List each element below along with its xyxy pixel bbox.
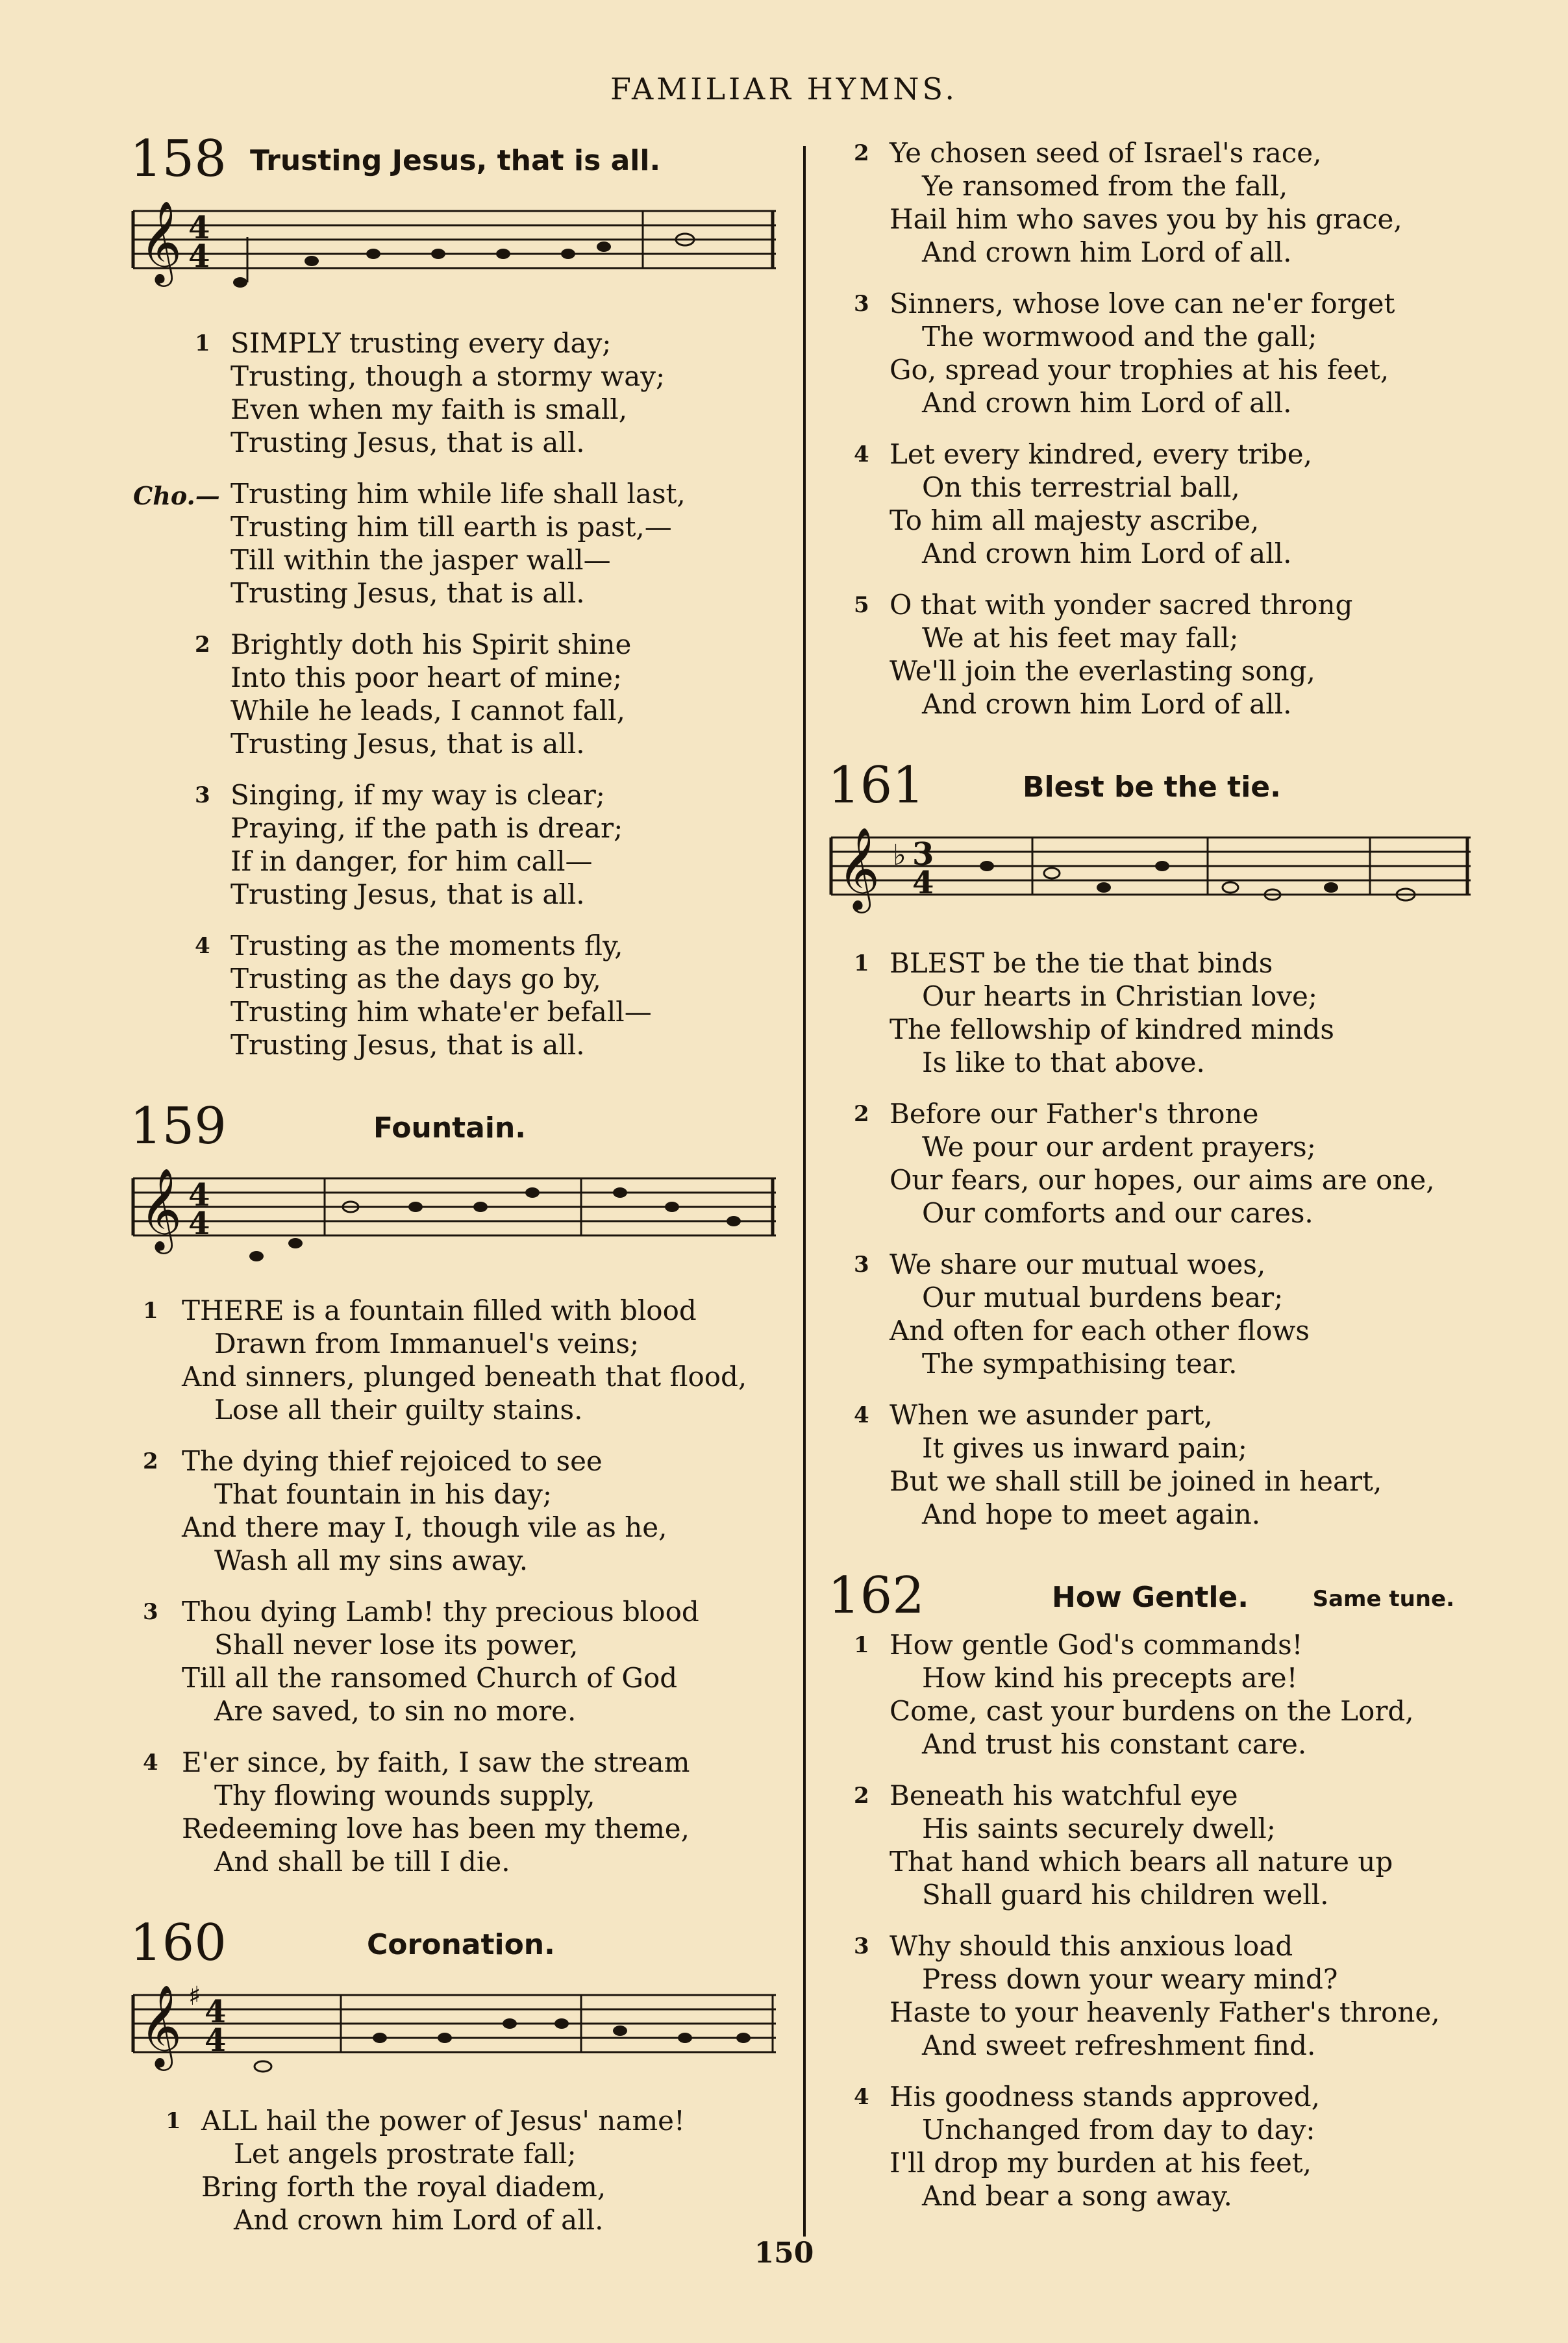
verse-line: Our fears, our hopes, our aims are one, [890, 1164, 1435, 1196]
verse-line: And trust his constant care. [922, 1728, 1307, 1760]
verse-line: And crown him Lord of all. [922, 236, 1292, 268]
verse-line: The sympathising tear. [922, 1348, 1238, 1380]
verse-number: 1 [166, 2108, 181, 2134]
verse-line: Hail him who saves you by his grace, [890, 203, 1402, 235]
verse-number: 4 [854, 1402, 869, 1428]
verse-line: But we shall still be joined in heart, [890, 1465, 1382, 1497]
hymn-header [825, 1567, 1474, 1628]
svg-text:𝄞: 𝄞 [140, 200, 182, 283]
verse-line: How gentle God's commands! [890, 1629, 1303, 1661]
music-staff [127, 1159, 782, 1276]
hymn-158 [127, 130, 782, 1061]
verse-line: Till all the ransomed Church of God [182, 1662, 678, 1694]
hymn-header [825, 756, 1474, 818]
svg-text:4: 4 [188, 210, 210, 246]
verse-line: Into this poor heart of mine; [230, 662, 623, 693]
hymn-number: 158 [130, 130, 227, 188]
verse-line: Ye chosen seed of Israel's race, [890, 137, 1322, 169]
page-number: 150 [754, 2237, 814, 2270]
verse-line: His saints securely dwell; [922, 1813, 1276, 1844]
verse-number: 4 [854, 2084, 869, 2110]
verse-line: Singing, if my way is clear; [230, 779, 605, 811]
hymn-title: Trusting Jesus, that is all. [250, 144, 661, 177]
verse-line: Press down your weary mind? [922, 1963, 1338, 1995]
verse-line: Wash all my sins away. [214, 1544, 529, 1576]
hymn-number: 160 [130, 1914, 227, 1972]
verse-line: Till within the jasper wall— [230, 544, 611, 576]
verse-line: ALL hail the power of Jesus' name! [201, 2105, 685, 2137]
verse [825, 1097, 1474, 1230]
verse-line: And bear a song away. [922, 2180, 1232, 2212]
verse-number: 2 [854, 1101, 869, 1127]
verse-line: And shall be till I die. [214, 1846, 510, 1878]
hymn-title: Blest be the tie. [1023, 771, 1281, 804]
verse [127, 1746, 782, 1878]
verse-line: And crown him Lord of all. [922, 538, 1292, 569]
hymn-number: 159 [130, 1097, 227, 1156]
verse-line: Let every kindred, every tribe, [890, 438, 1312, 470]
verse-line: On this terrestrial ball, [922, 471, 1240, 503]
verse-line: Bring forth the royal diadem, [201, 2171, 606, 2203]
hymn-161 [825, 756, 1474, 1531]
verse [127, 1294, 782, 1426]
verse-line: Drawn from Immanuel's veins; [214, 1328, 640, 1359]
verse-line: Trusting Jesus, that is all. [230, 1029, 585, 1061]
verse-line: That fountain in his day; [214, 1478, 553, 1510]
verse-line: Sinners, whose love can ne'er forget [890, 288, 1395, 319]
verse-line: Trusting, though a stormy way; [230, 360, 666, 392]
verse [127, 327, 782, 459]
verse [825, 136, 1474, 269]
verse-line: Haste to your heavenly Father's throne, [890, 1996, 1440, 2028]
verse-line: Brightly doth his Spirit shine [230, 628, 632, 660]
hymn-162 [825, 1567, 1474, 2213]
verse-number: 1 [854, 1632, 869, 1658]
music-staff [127, 192, 782, 308]
verse [127, 2104, 782, 2237]
verse-line: Is like to that above. [922, 1047, 1205, 1078]
left-column [127, 130, 782, 2272]
svg-text:4: 4 [188, 1177, 210, 1213]
verse [825, 588, 1474, 721]
verse-line: BLEST be the tie that binds [890, 947, 1273, 979]
svg-text:𝄞: 𝄞 [140, 1984, 182, 2067]
verse-line: THERE is a fountain filled with blood [182, 1295, 697, 1326]
verse-number: 2 [143, 1448, 158, 1474]
hymn-title: How Gentle. [1052, 1581, 1249, 1614]
verse-line: Our mutual burdens bear; [922, 1282, 1284, 1313]
verse-line: Go, spread your trophies at his feet, [890, 354, 1389, 386]
svg-text:𝄞: 𝄞 [838, 826, 880, 910]
svg-text:4: 4 [188, 1206, 210, 1242]
verse-line: Trusting him while life shall last, [230, 478, 686, 510]
verse-line: Redeeming love has been my theme, [182, 1813, 690, 1844]
verse-line: The dying thief rejoiced to see [182, 1445, 603, 1477]
verse-line: While he leads, I cannot fall, [230, 695, 625, 726]
verse-line: And crown him Lord of all. [234, 2204, 604, 2236]
hymn-number: 161 [828, 756, 925, 815]
verse-line: Trusting Jesus, that is all. [230, 728, 585, 760]
verse-line: Why should this anxious load [890, 1930, 1293, 1962]
verse-line: That hand which bears all nature up [890, 1846, 1393, 1878]
verse-line: Shall guard his children well. [922, 1879, 1329, 1911]
verse-line: And there may I, though vile as he, [182, 1511, 667, 1543]
verse-line: Before our Father's throne [890, 1098, 1259, 1130]
verse-line: And sinners, plunged beneath that flood, [182, 1361, 747, 1393]
verse-line: We pour our ardent prayers; [922, 1131, 1316, 1163]
verse-number: 1 [854, 950, 869, 976]
svg-text:4: 4 [205, 1994, 227, 2030]
verse-number: 1 [143, 1298, 158, 1324]
verse-line: The wormwood and the gall; [922, 321, 1317, 353]
verse-number: 2 [854, 1783, 869, 1809]
verse-number: 3 [854, 1933, 869, 1959]
verse-number: 2 [195, 632, 210, 658]
verse-line: Lose all their guilty stains. [214, 1394, 583, 1426]
verse-line: Shall never lose its power, [214, 1629, 579, 1661]
svg-text:3: 3 [912, 836, 934, 873]
verse-line: How kind his precepts are! [922, 1662, 1298, 1694]
hymn-title: Coronation. [367, 1928, 555, 1961]
hymn-header [127, 1097, 782, 1159]
svg-text:4: 4 [912, 865, 934, 901]
verse-line: Beneath his watchful eye [890, 1779, 1238, 1811]
verse-line: Trusting him till earth is past,— [230, 511, 672, 543]
chorus-label: Cho.— [133, 481, 220, 510]
verse [825, 287, 1474, 419]
verse-line: And sweet refreshment find. [922, 2029, 1316, 2061]
right-column [825, 130, 1474, 2248]
verse [127, 1595, 782, 1728]
verse-line: The fellowship of kindred minds [890, 1013, 1334, 1045]
verse-number: 4 [854, 441, 869, 467]
verse-line: Our comforts and our cares. [922, 1197, 1313, 1229]
hymn-159 [127, 1097, 782, 1878]
svg-text:4: 4 [205, 2022, 227, 2059]
svg-text:4: 4 [188, 238, 210, 275]
page-header: FAMILIAR HYMNS. [610, 71, 958, 106]
verse [825, 947, 1474, 1079]
verse-line: O that with yonder sacred throng [890, 589, 1353, 621]
verse-line: Even when my faith is small, [230, 393, 628, 425]
verse-line: Trusting Jesus, that is all. [230, 427, 585, 458]
verse-line: If in danger, for him call— [230, 845, 593, 877]
verse-line: His goodness stands approved, [890, 2081, 1320, 2113]
music-staff [825, 818, 1474, 928]
verse-line: And crown him Lord of all. [922, 688, 1292, 720]
verse-line: And often for each other flows [890, 1315, 1310, 1346]
verse-line: Trusting Jesus, that is all. [230, 577, 585, 609]
verse-line: Are saved, to sin no more. [214, 1695, 577, 1727]
verse-line: Praying, if the path is drear; [230, 812, 623, 844]
svg-text:𝄞: 𝄞 [140, 1167, 182, 1250]
verse-line: And crown him Lord of all. [922, 387, 1292, 419]
svg-text:♯: ♯ [188, 1981, 201, 2011]
svg-text:♭: ♭ [893, 839, 906, 872]
verse [825, 1929, 1474, 2062]
verse [825, 2080, 1474, 2213]
verse-line: Trusting him whate'er befall— [230, 996, 652, 1028]
verse-line: Trusting as the moments fly, [230, 930, 623, 961]
hymn-tune-note: Same tune. [1312, 1586, 1454, 1612]
hymn-header [127, 1914, 782, 1976]
verse-number: 3 [854, 1252, 869, 1278]
verse-line: Come, cast your burdens on the Lord, [890, 1695, 1414, 1727]
verse-number: 4 [143, 1750, 158, 1776]
verse-number: 3 [195, 782, 210, 808]
verse-line: And hope to meet again. [922, 1498, 1261, 1530]
verse-line: E'er since, by faith, I saw the stream [182, 1746, 690, 1778]
verse-line: Thou dying Lamb! thy precious blood [182, 1596, 699, 1628]
chorus [127, 477, 782, 610]
verse-line: It gives us inward pain; [922, 1432, 1247, 1464]
verse [127, 1444, 782, 1577]
verse-line: Thy flowing wounds supply, [214, 1779, 595, 1811]
verse-line: Let angels prostrate fall; [234, 2138, 577, 2170]
verse-line: I'll drop my burden at his feet, [890, 2147, 1312, 2179]
verse-line: When we asunder part, [890, 1399, 1213, 1431]
verse-line: SIMPLY trusting every day; [230, 327, 612, 359]
verse [127, 929, 782, 1061]
verse-line: Our hearts in Christian love; [922, 980, 1317, 1012]
verse-number: 3 [143, 1599, 158, 1625]
verse-line: Trusting Jesus, that is all. [230, 878, 585, 910]
hymn-160-continued [825, 136, 1474, 721]
verse [825, 438, 1474, 570]
verse [127, 778, 782, 911]
verse-number: 2 [854, 140, 869, 166]
verse-line: Trusting as the days go by, [230, 963, 601, 995]
hymn-header [127, 130, 782, 192]
verse-number: 1 [195, 330, 210, 356]
verse-number: 5 [854, 592, 869, 618]
hymn-number: 162 [828, 1567, 925, 1625]
verse [825, 1779, 1474, 1911]
verse-line: We share our mutual woes, [890, 1248, 1266, 1280]
verse-line: We'll join the everlasting song, [890, 655, 1315, 687]
verse-number: 3 [854, 291, 869, 317]
verse [825, 1398, 1474, 1531]
verse [127, 628, 782, 760]
verse-number: 4 [195, 933, 210, 959]
column-divider [803, 146, 806, 2237]
hymn-160 [127, 1914, 782, 2237]
verse [825, 1248, 1474, 1380]
verse-line: Ye ransomed from the fall, [922, 170, 1288, 202]
verse-line: Unchanged from day to day: [922, 2114, 1315, 2146]
verse-line: We at his feet may fall; [922, 622, 1239, 654]
hymn-title: Fountain. [373, 1111, 526, 1145]
verse [825, 1628, 1474, 1761]
verse-line: To him all majesty ascribe, [890, 504, 1260, 536]
music-staff [127, 1976, 782, 2086]
